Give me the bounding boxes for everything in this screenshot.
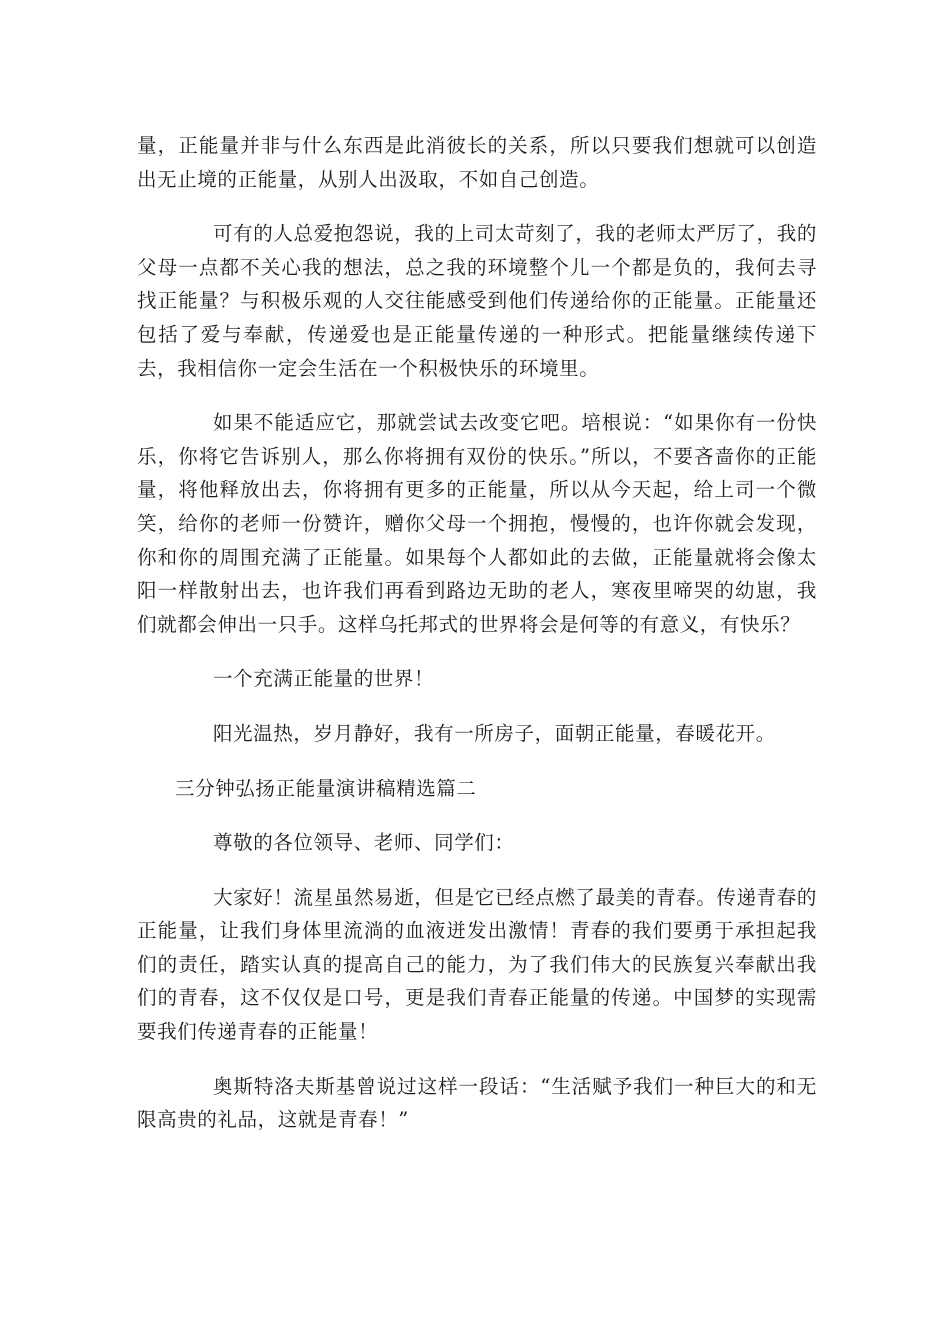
- paragraph-sunshine: 阳光温热，岁月静好，我有一所房子，面朝正能量，春暖花开。: [213, 721, 776, 745]
- section-heading: 三分钟弘扬正能量演讲稿精选篇二: [175, 776, 477, 800]
- paragraph-complaints: 可有的人总爱抱怨说，我的上司太苛刻了，我的老师太严厉了，我的父母一点都不关心我的想法，总之我的环境整个儿一个都是负的，我何去寻找正能量？与积极乐观的人交往能感受到他们传递给你的正能量。正能量还包括了爱与奉献，传递爱也是正能量传递的一种形式。把能量继续传递下去，我相信你一定会生活在一个积极快乐的环境里。: [137, 222, 817, 380]
- paragraph-continuation: 量，正能量并非与什么东西是此消彼长的关系，所以只要我们想就可以创造出无止境的正能量，从别人出汲取，不如自己创造。: [137, 134, 817, 191]
- paragraph-salutation: 尊敬的各位领导、老师、同学们：: [213, 831, 515, 855]
- document-body: [137, 129, 817, 1137]
- paragraph-ostrovsky-quote: 奥斯特洛夫斯基曾说过这样一段话：“生活赋予我们一种巨大的和无限高贵的礼品，这就是青春！”: [137, 1074, 817, 1132]
- paragraph-world: 一个充满正能量的世界！: [213, 667, 435, 691]
- paragraph-bacon-quote: 如果不能适应它，那就尝试去改变它吧。培根说：“如果你有一份快乐，你将它告诉别人，那么你将拥有双份的快乐。”所以，不要吝啬你的正能量，将他释放出去，你将拥有更多的正能量，所以从今天起，给上司一个微笑，给你的老师一份赞许，赠你父母一个拥抱，慢慢的，也许你就会发现，你和你的周围充满了正能量。如果每个人都如此的去做，正能量就将会像太阳一样散射出去，也许我们再看到路边无助的老人，寒夜里啼哭的幼崽，我们就都会伸出一只手。这样乌托邦式的世界将会是何等的有意义，有快乐？: [137, 411, 817, 636]
- paragraph-greeting: 大家好！流星虽然易逝，但是它已经点燃了最美的青春。传递青春的正能量，让我们身体里流淌的血液迸发出激情！青春的我们要勇于承担起我们的责任，踏实认真的提高自己的能力，为了我们伟大的民族复兴奉献出我们的青春，这不仅仅是口号，更是我们青春正能量的传递。中国梦的实现需要我们传递青春的正能量！: [137, 885, 817, 1044]
